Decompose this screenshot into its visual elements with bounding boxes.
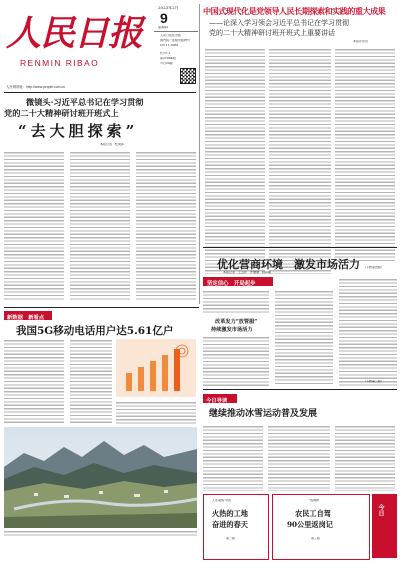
box2-title: 90公里返岗记 xyxy=(287,520,333,529)
story2-side-title: 改革发力“放管服” xyxy=(215,319,258,325)
story1-byline: 本报记者 杜尚泽 xyxy=(100,143,125,146)
lead-body-col xyxy=(205,48,265,274)
info-line: 国内统一连续出版物号 xyxy=(160,39,191,42)
masthead-website: 人民网网址：http://www.people.com.cn xyxy=(6,85,65,89)
story3-body-col xyxy=(116,401,196,425)
story3-body-col xyxy=(4,339,64,425)
box1-title: 火热的工地 xyxy=(212,509,248,518)
story2-body-col xyxy=(203,336,269,386)
chart-bar xyxy=(126,373,132,391)
lead-body-col xyxy=(269,48,331,274)
divider xyxy=(4,92,196,93)
today-section xyxy=(203,392,397,422)
today-body-col xyxy=(203,425,263,491)
chart-illustration xyxy=(116,339,196,397)
info-line: CN 11-0065 xyxy=(160,44,179,47)
story3 xyxy=(4,309,199,427)
feature-box-1[interactable] xyxy=(203,494,269,560)
box2-pre: 一线调研 xyxy=(307,499,320,502)
date-block xyxy=(152,4,202,86)
story3-label: 新数据 新看点 xyxy=(7,314,45,321)
date-month: 2023年2月 xyxy=(158,6,179,10)
divider xyxy=(4,307,199,308)
lead-subtitle: ——论深入学习领会习近平总书记在学习贯彻 xyxy=(209,19,349,27)
chart-bar xyxy=(162,355,168,391)
story2 xyxy=(203,250,397,388)
box1-pre: 人生观察·导读 xyxy=(212,499,231,502)
story1 xyxy=(4,95,197,305)
story2-tag-label: 坚定信心 开局起步 xyxy=(207,280,256,287)
box3-label: 今日 xyxy=(377,504,384,516)
divider xyxy=(203,389,397,390)
landscape-photo xyxy=(4,427,197,528)
photo-caption xyxy=(4,530,197,538)
box1-title: 奋进的春天 xyxy=(212,520,248,529)
story1-body-col xyxy=(4,151,64,301)
today-body-col xyxy=(268,425,330,491)
divider xyxy=(203,247,397,248)
story2-title: 优化营商环境 激发市场活力 xyxy=(217,258,360,271)
masthead-pinyin: RENMIN RIBAO xyxy=(20,58,100,68)
lead-continued: （下转第四版） xyxy=(363,266,385,269)
chart-figure xyxy=(116,339,196,397)
story3-body-col xyxy=(70,339,112,425)
story2-continued: （下转第二版） xyxy=(363,380,385,383)
feature-box-2[interactable] xyxy=(272,494,370,560)
info-line: 代号1-1 xyxy=(160,52,171,55)
info-line: 第27084期 xyxy=(160,57,176,60)
story1-kicker: 微镜头·习近平总书记在学习贯彻 xyxy=(26,97,144,107)
story2-body-col xyxy=(203,290,269,314)
date-day: 9 xyxy=(160,10,168,26)
story1-kicker: 党的二十大精神研讨班开班式上 xyxy=(4,108,119,118)
story1-body-col xyxy=(136,151,196,301)
photo xyxy=(4,427,197,528)
lead-subtitle: 党的二十大精神研讨班开班式上重要讲话 xyxy=(209,29,335,37)
story2-byline: 本报记者 王云杉 罗珊珊 林丽鹂 xyxy=(223,271,272,274)
date-weekday: 星期四 xyxy=(158,26,169,29)
story2-body-col xyxy=(275,290,333,386)
story3-title: 我国5G移动电话用户达5.61亿户 xyxy=(16,325,174,337)
box2-page: 第三版 xyxy=(311,537,321,540)
chart-bar xyxy=(174,349,180,391)
info-line: 人民日报社出版 xyxy=(160,34,182,37)
lead-title: 中国式现代化是党领导人民长期探索和实践的重大成果 xyxy=(203,6,386,16)
chart-bar xyxy=(150,361,156,391)
feature-box-3[interactable] xyxy=(372,494,397,558)
story1-title: “去大胆探索” xyxy=(18,122,139,140)
today-label: 今日导读 xyxy=(206,397,228,404)
divider xyxy=(154,31,198,32)
chart-bar xyxy=(138,367,144,391)
lead-body-col xyxy=(335,48,395,262)
masthead-logo: 人民日报 xyxy=(6,13,143,54)
story2-body-col xyxy=(339,278,397,386)
qr-code-icon xyxy=(180,68,196,84)
today-title: 继续推动冰雪运动普及发展 xyxy=(209,409,318,419)
lead-byline: 本报评论员 xyxy=(353,40,369,43)
story1-body-col xyxy=(70,151,130,301)
story2-side-title: 持续激发市场活力 xyxy=(211,327,253,333)
today-body-col xyxy=(335,425,395,491)
info-line: 今日24版 xyxy=(160,62,173,65)
box1-page: 第二版 xyxy=(226,537,236,540)
column-rule xyxy=(199,4,200,304)
box2-title: 农民工自驾 xyxy=(295,509,331,518)
